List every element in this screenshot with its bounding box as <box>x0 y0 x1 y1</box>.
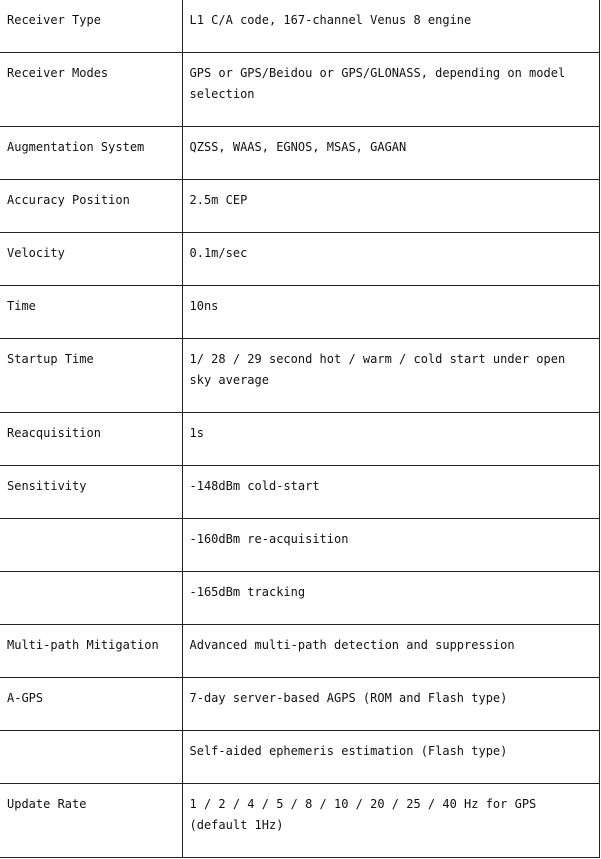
spec-label: Velocity <box>0 233 182 286</box>
table-row <box>0 678 599 731</box>
table-row <box>0 127 599 180</box>
spec-label: Startup Time <box>0 339 182 413</box>
spec-label: Reacquisition <box>0 413 182 466</box>
spec-value: GPS or GPS/Beidou or GPS/GLONASS, depending on model selection <box>182 53 599 127</box>
spec-label <box>0 731 182 784</box>
spec-value: L1 C/A code, 167-channel Venus 8 engine <box>182 0 599 53</box>
table-row <box>0 519 599 572</box>
table-row <box>0 466 599 519</box>
spec-value: 1/ 28 / 29 second hot / warm / cold start under open sky average <box>182 339 599 413</box>
spec-value: -165dBm tracking <box>182 572 599 625</box>
spec-value: 2.5m CEP <box>182 180 599 233</box>
table-row <box>0 625 599 678</box>
spec-value: -160dBm re-acquisition <box>182 519 599 572</box>
spec-label: Time <box>0 286 182 339</box>
spec-label: Augmentation System <box>0 127 182 180</box>
table-row <box>0 413 599 466</box>
spec-label: Receiver Type <box>0 0 182 53</box>
spec-label: Accuracy Position <box>0 180 182 233</box>
spec-label: Receiver Modes <box>0 53 182 127</box>
spec-value: 1 / 2 / 4 / 5 / 8 / 10 / 20 / 25 / 40 Hz for GPS (default 1Hz) <box>182 784 599 858</box>
table-row <box>0 0 599 53</box>
spec-value: 1s <box>182 413 599 466</box>
spec-label: Sensitivity <box>0 466 182 519</box>
spec-label: Update Rate <box>0 784 182 858</box>
table-row <box>0 784 599 858</box>
table-row <box>0 233 599 286</box>
table-row <box>0 572 599 625</box>
table-row <box>0 731 599 784</box>
table-row <box>0 339 599 413</box>
spec-value: 0.1m/sec <box>182 233 599 286</box>
spec-label <box>0 519 182 572</box>
spec-value: Advanced multi-path detection and suppression <box>182 625 599 678</box>
spec-value: -148dBm cold-start <box>182 466 599 519</box>
spec-value: 7-day server-based AGPS (ROM and Flash type) <box>182 678 599 731</box>
table-row <box>0 180 599 233</box>
spec-value: 10ns <box>182 286 599 339</box>
table-row <box>0 53 599 127</box>
spec-value: Self-aided ephemeris estimation (Flash type) <box>182 731 599 784</box>
spec-label <box>0 572 182 625</box>
spec-label: Multi-path Mitigation <box>0 625 182 678</box>
spec-value: QZSS, WAAS, EGNOS, MSAS, GAGAN <box>182 127 599 180</box>
table-row <box>0 286 599 339</box>
spec-label: A-GPS <box>0 678 182 731</box>
